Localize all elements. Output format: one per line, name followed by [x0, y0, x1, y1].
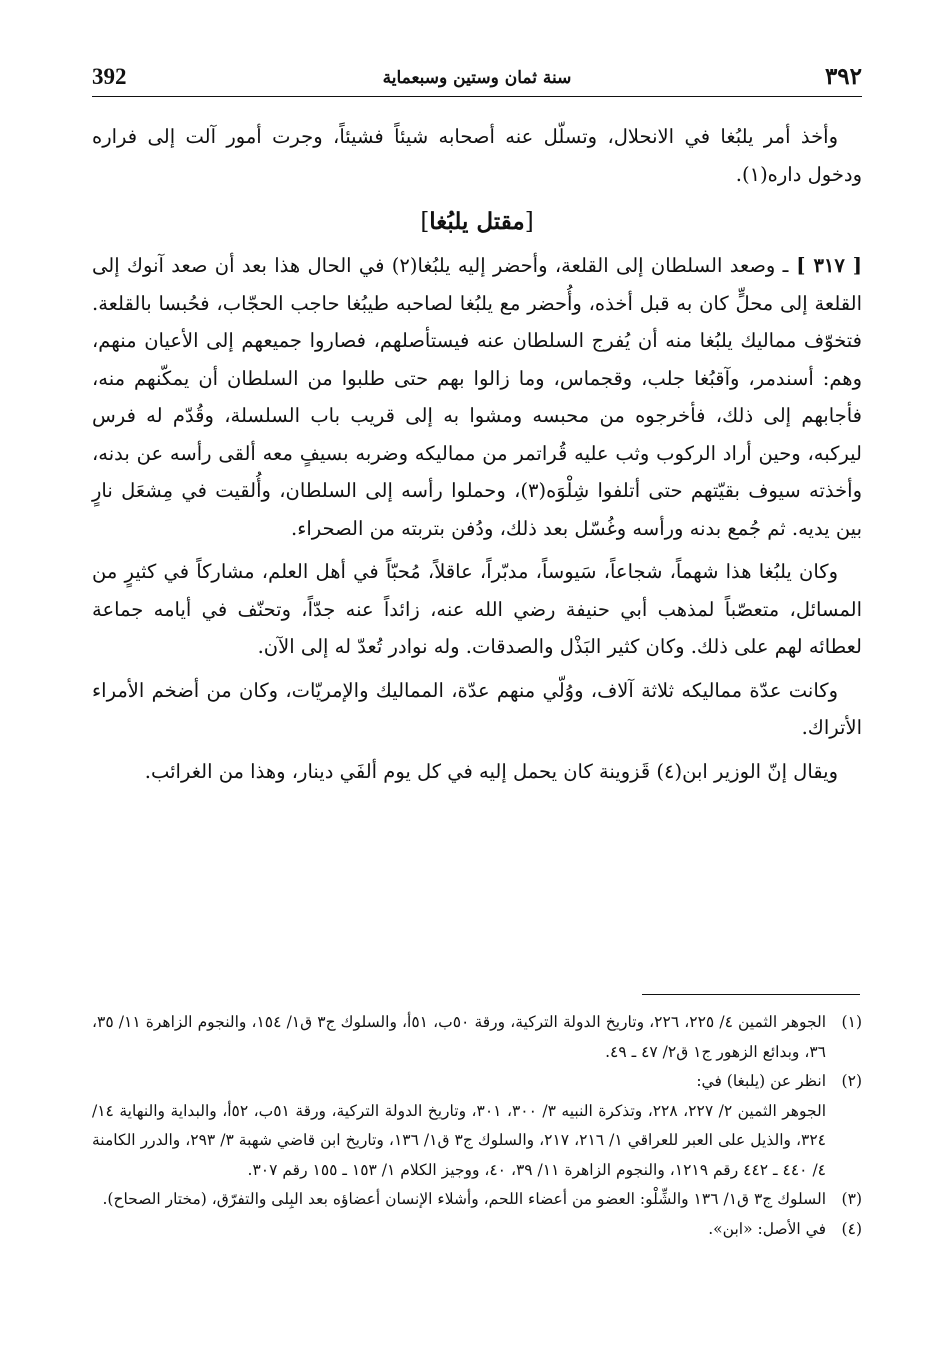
- footnote-text: [92, 1185, 826, 1215]
- paragraph-4: وكانت عدّة مماليكه ثلاثة آلاف، ووُلّي منهم عدّة، المماليك والإمريّات، وكان من أضخم الأمراء الأتراك.: [92, 678, 862, 739]
- footnote-number: (٣): [841, 1190, 862, 1208]
- entry-number: [ ٣١٧ ]: [788, 254, 863, 277]
- footnote-text: [92, 1067, 826, 1185]
- main-text: [92, 118, 862, 796]
- paragraph-2: [92, 247, 862, 547]
- paragraph-1: وأخذ أمر يلبُغا في الانحلال، وتسلّل عنه أصحابه شيئاً فشيئاً، وجرت أمور آلت إلى فراره ودخول داره(١).: [92, 125, 862, 186]
- section-title-text: مقتل يلبُغا: [429, 208, 525, 235]
- footnote-line: الجوهر الثمين ٤/ ٢٢٥، ٢٢٦، وتاريخ الدولة التركية، ورقة ٥٠ب، ٥١أ، والسلوك ج٣ ق١/ ١٥٤، والنجوم الزاهرة ١١/ ٣٥، ٣٦، وبدائع الزهور ج١ ق٢/ ٤٧ ـ ٤٩.: [92, 1013, 827, 1061]
- footnotes: [92, 1008, 862, 1244]
- footnote-2: [92, 1067, 862, 1185]
- footnote-1: [92, 1008, 862, 1067]
- section-title: [مقتل يلبُغا]: [420, 208, 534, 235]
- footnote-line: انظر عن (يلبغا) في:: [696, 1072, 826, 1090]
- running-title: سنة ثمان وستين وسبعماية: [382, 68, 572, 88]
- footnote-line: في الأصل: «ابن».: [708, 1219, 826, 1238]
- paragraph-5: ويقال إنّ الوزير ابن(٤) قَزوينة كان يحمل إليه في كل يوم ألفَي دينار، وهذا من الغرائب.: [144, 759, 838, 783]
- footnote-text: [92, 1008, 826, 1067]
- footnote-line: السلوك ج٣ ق١/ ١٣٦ والشِّلْو: العضو من أعضاء اللحم، وأشلاء الإنسان أعضاؤه بعد البِلى والتفرّق، (مختار الصحاح).: [102, 1190, 826, 1208]
- footnote-divider: [642, 994, 860, 995]
- footnote-number: (٢): [841, 1072, 862, 1090]
- entry-number-value: ٣١٧: [813, 254, 845, 277]
- paragraph-3: وكان يلبُغا هذا شهماً، شجاعاً، سَيوساً، مدبّراً، عاقلاً، مُحبّاً في أهل العلم، مشاركاً في كثيرٍ من المسائل، متعصّباً لمذهب أبي حنيفة رضي الله عنه، زائداً عنه جدّاً، وتحنّف في أيامه جماعة لعطائه لهم على ذلك. وكان كثير البَذْل والصدقات. وله نوادر تُعدّ له إلى الآن.: [92, 560, 862, 658]
- page-number-latin: 392: [92, 64, 127, 89]
- footnote-number: (١): [841, 1013, 862, 1031]
- page-header: [92, 62, 862, 97]
- footnote-number: (٤): [841, 1219, 862, 1238]
- footnote-text: [92, 1215, 826, 1245]
- footnote-line: الجوهر الثمين ٢/ ٢٢٧، ٢٢٨، وتذكرة النبيه ٣/ ٣٠٠، ٣٠١، وتاريخ الدولة التركية، ورقة ٥١ب، ٥٢أ، والبداية والنهاية ١٤/ ٣٢٤، والذيل على العبر للعراقي ١/ ٢١٦، ٢١٧، والسلوك ج٣ ق١/ ١٣٦، وتاريخ ابن قاضي شهبة ٣/ ٢٩٣، والدرر الكامنة ٤/ ٤٤٠ ـ ٤٤٢ رقم ١٢١٩، والنجوم الزاهرة ١١/ ٣٩، ٤٠، ووجيز الكلام ١/ ١٥٣ ـ ١٥٥ رقم ٣٠٧.: [92, 1101, 826, 1179]
- footnote-3: [92, 1185, 862, 1215]
- page-number-arabic: ٣٩٢: [824, 63, 862, 90]
- paragraph-2-text: ـ وصعد السلطان إلى القلعة، وأحضر إليه يلبُغا(٢) في الحال هذا بعد أن صعد آنوك إلى القلعة إلى محلٍّ كان به قبل أخذه، وأُحضر مع يلبُغا لصاحبه طيبُغا حاجب الحجّاب، فحُبسا بالقلعة. فتخوّف مماليك يلبُغا منه أن يُفرج السلطان عنه فيستأصلهم، فصاروا جميعهم إلى الأعيان منهم، وهم: أسندمر، وآقبُغا جلب، وقجماس، وما زالوا بهم حتى طلبوا من السلطان أن يمكّنهم منه، فأجابهم إلى ذلك، فأخرجوه من محبسه ومشوا به إلى قريب باب السلسلة، وقُدّم له فرس ليركبه، وحين أراد الركوب وثب عليه قُراتمر من مماليكه وضربه بسيفٍ معه ألقى رأسه عن بدنه، وأخذته سيوف بقيّتهم حتى أتلفوا شِلْوَه(٣)، وحملوا رأسه إلى السلطان، وأُلقيت في مِشعَل نارٍ بين يديه. ثم جُمع بدنه ورأسه وغُسّل بعد ذلك، ودُفن بتربته من الصحراء.: [92, 254, 863, 540]
- footnote-4: [92, 1215, 862, 1245]
